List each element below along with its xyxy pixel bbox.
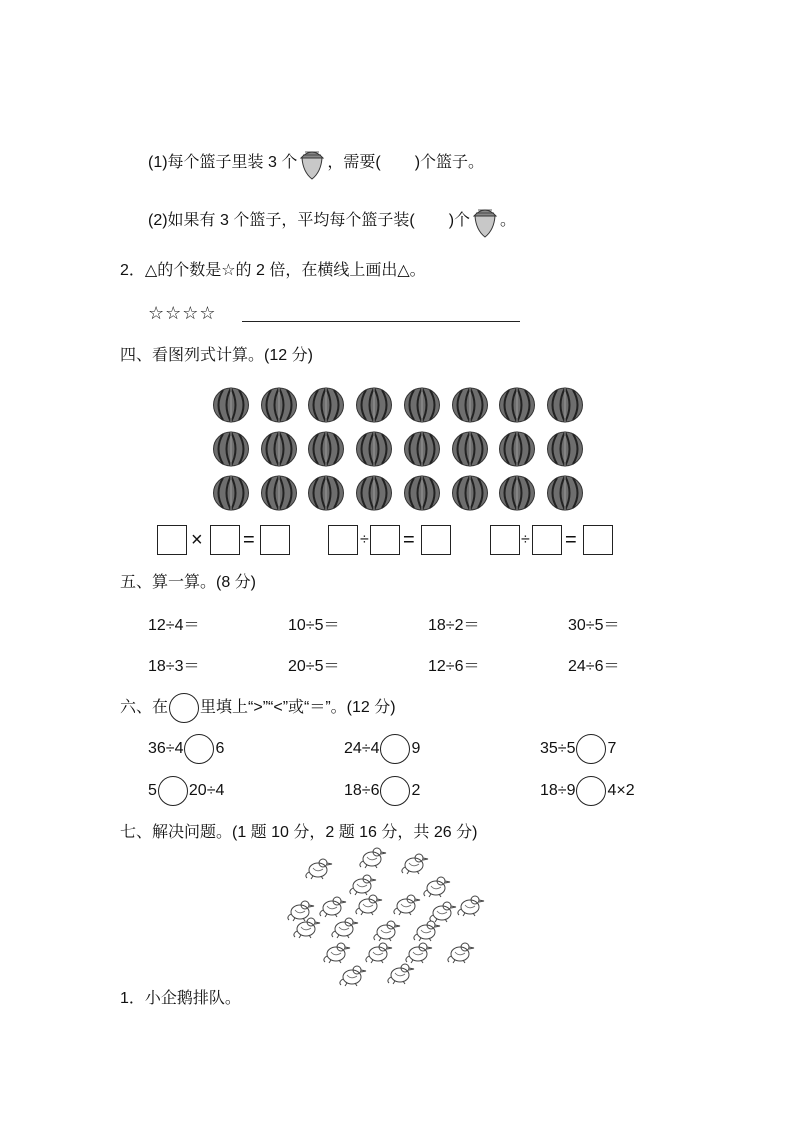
- compare-left: 5: [148, 782, 157, 800]
- calc-item: 30÷5＝: [568, 617, 620, 634]
- answer-box[interactable]: [421, 525, 451, 555]
- compare-circle[interactable]: [158, 776, 188, 806]
- watermelon-icon: [546, 386, 584, 424]
- times-symbol: ×: [191, 529, 203, 551]
- compare-item: [148, 734, 224, 764]
- watermelon-icon: [451, 386, 489, 424]
- compare-right: 20÷4: [188, 782, 225, 800]
- answer-box[interactable]: [157, 525, 187, 555]
- section4-title: 四、看图列式计算。(12 分): [120, 347, 313, 364]
- calc-item: 18÷2＝: [428, 617, 480, 634]
- q1-sub2-text-c: 。: [500, 212, 517, 230]
- watermelon-icon: [260, 386, 298, 424]
- penguin-icon: [409, 918, 443, 942]
- compare-circle[interactable]: [576, 776, 606, 806]
- compare-left: 18÷9: [540, 782, 576, 800]
- watermelon-icon: [355, 430, 393, 468]
- answer-box[interactable]: [210, 525, 240, 555]
- watermelon-icon: [403, 474, 441, 512]
- penguin-icon: [443, 940, 477, 964]
- answer-box[interactable]: [370, 525, 400, 555]
- compare-left: 24÷4: [344, 740, 380, 758]
- divide-symbol: ÷: [360, 531, 369, 548]
- compare-item: [344, 776, 420, 806]
- q2-stars: ☆☆☆☆: [148, 303, 217, 323]
- section6-title: [120, 693, 396, 723]
- watermelon-icon: [307, 386, 345, 424]
- watermelon-icon: [498, 386, 536, 424]
- watermelon-icon: [546, 474, 584, 512]
- watermelon-icon: [212, 386, 250, 424]
- answer-box[interactable]: [328, 525, 358, 555]
- answer-box[interactable]: [490, 525, 520, 555]
- watermelon-icon: [403, 430, 441, 468]
- watermelon-icon: [260, 474, 298, 512]
- q1-sub1-text-a: (1)每个篮子里装 3 个: [148, 154, 298, 172]
- compare-item: [148, 776, 224, 806]
- watermelon-icon: [546, 430, 584, 468]
- watermelon-icon: [212, 430, 250, 468]
- section7-q1: 1．小企鹅排队。: [120, 990, 241, 1007]
- q2-text: 2．△的个数是☆的 2 倍，在横线上画出△。: [120, 262, 426, 279]
- watermelon-icon: [403, 386, 441, 424]
- acorn-icon: [299, 146, 325, 180]
- penguin-icon: [419, 874, 453, 898]
- answer-box[interactable]: [583, 525, 613, 555]
- penguin-icon: [351, 892, 385, 916]
- watermelon-icon: [355, 386, 393, 424]
- section5-title: 五、算一算。(8 分): [120, 574, 257, 591]
- calc-item: 24÷6＝: [568, 658, 620, 675]
- penguin-icon: [301, 856, 335, 880]
- penguin-icon: [335, 963, 369, 987]
- compare-circle[interactable]: [576, 734, 606, 764]
- penguin-icon: [389, 892, 423, 916]
- compare-item: [540, 776, 635, 806]
- divide-symbol: ÷: [521, 531, 530, 548]
- calc-item: 18÷3＝: [148, 658, 200, 675]
- penguin-icon: [319, 940, 353, 964]
- answer-box[interactable]: [532, 525, 562, 555]
- equals-symbol: =: [565, 529, 577, 551]
- watermelon-icon: [260, 430, 298, 468]
- calc-item: 12÷6＝: [428, 658, 480, 675]
- compare-left: 36÷4: [148, 740, 184, 758]
- compare-left: 18÷6: [344, 782, 380, 800]
- penguin-icon: [369, 918, 403, 942]
- section6-title-a: 六、在: [120, 699, 169, 717]
- penguin-icon: [383, 961, 417, 985]
- q1-sub1-text-b: ，需要(: [327, 154, 381, 172]
- compare-right: 6: [215, 740, 225, 758]
- compare-right: 7: [607, 740, 617, 758]
- circle-icon: [169, 693, 199, 723]
- q1-sub1: [148, 146, 484, 180]
- answer-box[interactable]: [260, 525, 290, 555]
- q1-sub2-text-a: (2)如果有 3 个篮子，平均每个篮子装(: [148, 212, 415, 230]
- compare-left: 35÷5: [540, 740, 576, 758]
- compare-circle[interactable]: [184, 734, 214, 764]
- watermelon-icon: [451, 474, 489, 512]
- watermelon-icon: [498, 430, 536, 468]
- compare-right: 4×2: [607, 782, 635, 800]
- compare-circle[interactable]: [380, 776, 410, 806]
- penguin-icon: [453, 893, 487, 917]
- watermelon-icon: [355, 474, 393, 512]
- watermelon-icon: [451, 430, 489, 468]
- calc-item: 10÷5＝: [288, 617, 340, 634]
- penguin-icon: [327, 915, 361, 939]
- equals-symbol: =: [403, 529, 415, 551]
- penguin-icon: [355, 845, 389, 869]
- q1-sub1-text-c: )个篮子。: [414, 154, 485, 172]
- compare-right: 9: [411, 740, 421, 758]
- acorn-icon: [472, 204, 498, 238]
- answer-line[interactable]: [242, 321, 520, 322]
- section6-title-b: 里填上“>”“<”或“＝”。(12 分): [200, 699, 396, 717]
- watermelon-icon: [212, 474, 250, 512]
- compare-circle[interactable]: [380, 734, 410, 764]
- section7-title: 七、解决问题。(1 题 10 分，2 题 16 分，共 26 分): [120, 824, 478, 841]
- watermelon-icon: [498, 474, 536, 512]
- compare-item: [344, 734, 420, 764]
- compare-right: 2: [411, 782, 421, 800]
- equals-symbol: =: [243, 529, 255, 551]
- calc-item: 12÷4＝: [148, 617, 200, 634]
- penguin-icon: [289, 915, 323, 939]
- calc-item: 20÷5＝: [288, 658, 340, 675]
- q1-sub2: [148, 204, 516, 238]
- q1-sub2-text-b: )个: [448, 212, 471, 230]
- penguin-icon: [397, 851, 431, 875]
- compare-item: [540, 734, 616, 764]
- watermelon-icon: [307, 430, 345, 468]
- watermelon-icon: [307, 474, 345, 512]
